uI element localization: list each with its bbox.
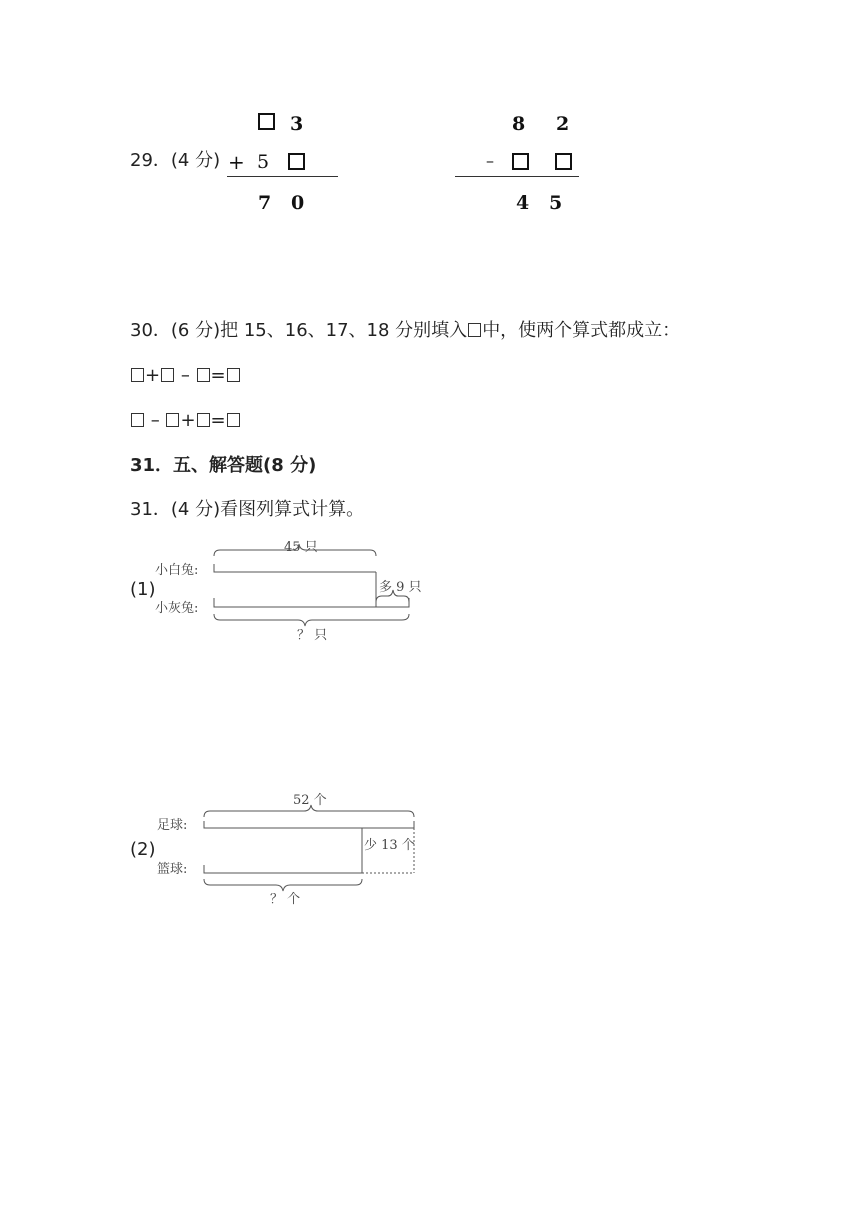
result-ones-left: 0 (291, 192, 305, 214)
digit-top-ones: 3 (290, 113, 304, 135)
answer-box[interactable] (131, 413, 144, 427)
part1-label: (1) (130, 579, 156, 600)
answer-box[interactable] (227, 368, 240, 382)
operator: – (175, 365, 196, 386)
q30-stem-part-a: 30．(6 分)把 15、16、17、18 分别填入 (130, 320, 468, 341)
part2-top-total: 52 个 (293, 793, 327, 808)
q30-stem-part-b: 中，使两个算式都成立： (482, 320, 681, 341)
plus-sign: + (228, 150, 245, 174)
q30-equation-1 (130, 364, 241, 388)
difference-line-right (455, 176, 579, 177)
operator: = (210, 410, 226, 431)
blank-box-tens-top[interactable] (258, 113, 275, 130)
sum-line-left (227, 176, 338, 177)
operator: = (210, 365, 226, 386)
empty-box-glyph (468, 323, 481, 337)
part2-label: (2) (130, 839, 156, 860)
result-ones-right: 5 (549, 192, 563, 214)
q29-label: 29．(4 分) (130, 150, 221, 171)
digit-mid-tens: 5 (257, 151, 270, 173)
blank-box-ones-right[interactable] (555, 153, 572, 170)
part2-diff: 少 13 个 (364, 838, 415, 853)
part2-bar-diagram (200, 795, 430, 895)
digit-top-tens-right: 8 (512, 113, 526, 135)
part2-bottom-total: ？ 个 (270, 892, 301, 907)
blank-box-tens-right[interactable] (512, 153, 529, 170)
part1-top-total: 45 只 (284, 540, 318, 555)
part1-row2-label: 小灰兔: (155, 601, 199, 616)
result-tens-left: 7 (258, 192, 272, 214)
digit-top-ones-right: 2 (556, 113, 570, 135)
answer-box[interactable] (197, 413, 210, 427)
answer-box[interactable] (197, 368, 210, 382)
minus-sign: – (486, 151, 494, 170)
part1-row1-label: 小白兔: (155, 563, 199, 578)
operator: + (180, 410, 196, 431)
answer-box[interactable] (166, 413, 179, 427)
blank-box-ones-mid[interactable] (288, 153, 305, 170)
answer-box[interactable] (161, 368, 174, 382)
q30-stem (130, 319, 680, 343)
part1-bottom-total: ？ 只 (297, 628, 328, 643)
part2-row2-label: 篮球: (157, 862, 188, 877)
operator: + (145, 365, 161, 386)
q31-stem: 31．(4 分)看图列算式计算。 (130, 499, 365, 520)
answer-box[interactable] (227, 413, 240, 427)
part2-row1-label: 足球: (157, 818, 188, 833)
section-header: 31．五、解答题(8 分) (130, 455, 317, 476)
answer-box[interactable] (131, 368, 144, 382)
result-tens-right: 4 (516, 192, 530, 214)
part1-diff: 多 9 只 (379, 580, 422, 595)
part1-bar-diagram (200, 540, 430, 630)
operator: – (145, 410, 166, 431)
q30-equation-2 (130, 409, 241, 433)
